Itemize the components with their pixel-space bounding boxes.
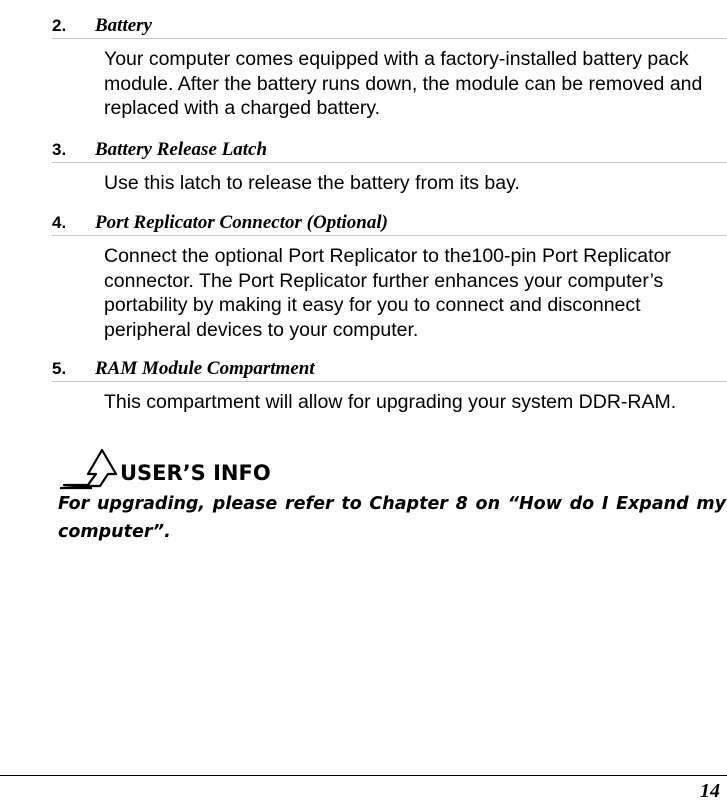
users-info-text: For upgrading, please refer to Chapter 8 on “How do I Expand my computer”. (58, 494, 726, 542)
section-title: Battery Release Latch (95, 139, 268, 160)
section-number: 3. (52, 140, 67, 159)
footer-divider (0, 775, 727, 776)
users-info-label: USER’S INFO (120, 461, 271, 485)
section-heading (52, 357, 727, 382)
section-number: 2. (52, 16, 67, 35)
section-battery-release-latch (52, 138, 727, 196)
section-description: This compartment will allow for upgrading your system DDR-RAM. (104, 391, 677, 413)
section-title: Battery (95, 15, 152, 36)
section-description: Connect the optional Port Replicator to the100-pin Port Replicator connector. The Port Replicator further enhances your computer’s portability by making it easy for you to connect and disconnect peripheral devices to your computer. (104, 245, 671, 341)
page-number: 14 (700, 780, 720, 802)
section-battery (52, 14, 727, 121)
users-info-icon (58, 446, 298, 490)
section-number: 5. (52, 359, 67, 378)
section-description: Use this latch to release the battery from its bay. (104, 172, 520, 194)
section-heading (52, 14, 727, 39)
section-description: Your computer comes equipped with a factory-installed battery pack module. After the battery runs down, the module can be removed and replaced with a charged battery. (104, 48, 703, 119)
section-number: 4. (52, 213, 67, 232)
section-heading (52, 211, 727, 236)
section-heading (52, 138, 727, 163)
section-ram-module-compartment (52, 357, 727, 415)
section-title: Port Replicator Connector (Optional) (95, 212, 388, 233)
section-title: RAM Module Compartment (95, 358, 315, 379)
users-info-note (58, 446, 726, 546)
section-port-replicator-connector (52, 211, 727, 342)
users-info-header (58, 446, 726, 490)
